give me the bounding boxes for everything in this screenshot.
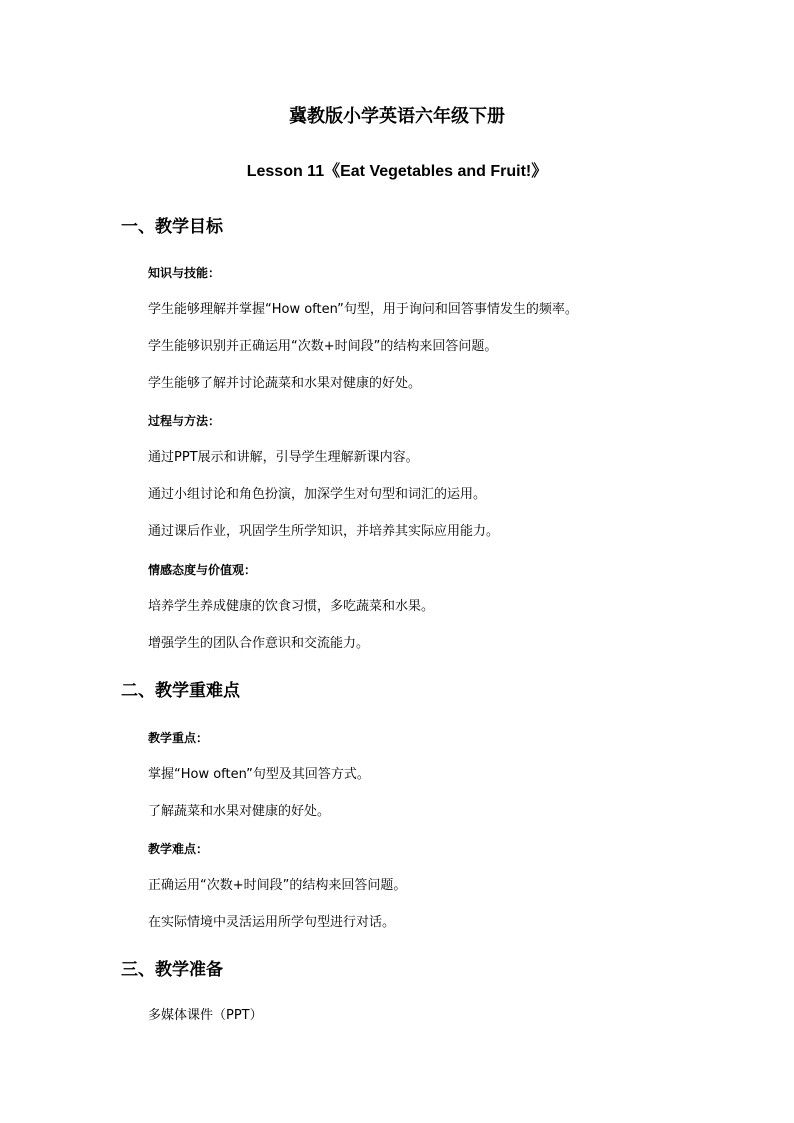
attitude-item: 培养学生养成健康的饮食习惯，多吃蔬菜和水果。 — [148, 599, 435, 614]
knowledge-item: 学生能够识别并正确运用“次数+时间段”的结构来回答问题。 — [148, 339, 498, 354]
process-item: 通过课后作业，巩固学生所学知识，并培养其实际应用能力。 — [148, 524, 500, 539]
knowledge-item: 学生能够了解并讨论蔬菜和水果对健康的好处。 — [148, 376, 422, 391]
attitude-label: 情感态度与价值观： — [148, 563, 257, 577]
attitude-item: 增强学生的团队合作意识和交流能力。 — [148, 636, 370, 651]
key-label: 教学重点： — [148, 731, 209, 745]
section-heading-keypoints: 二、教学重难点 — [121, 681, 240, 701]
document-title: 冀教版小学英语六年级下册 — [289, 106, 505, 127]
knowledge-item: 学生能够理解并掌握“How often”句型，用于询问和回答事情发生的频率。 — [148, 302, 578, 317]
knowledge-label: 知识与技能： — [148, 266, 221, 280]
key-item: 掌握“How often”句型及其回答方式。 — [148, 767, 370, 782]
process-label: 过程与方法： — [148, 414, 221, 428]
difficult-item: 在实际情境中灵活运用所学句型进行对话。 — [148, 915, 396, 930]
difficult-label: 教学难点： — [148, 842, 209, 856]
process-item: 通过小组讨论和角色扮演，加深学生对句型和词汇的运用。 — [148, 487, 487, 502]
section-heading-preparation: 三、教学准备 — [121, 960, 223, 980]
difficult-item: 正确运用“次数+时间段”的结构来回答问题。 — [148, 878, 407, 893]
preparation-item: 多媒体课件（PPT） — [148, 1008, 263, 1023]
lesson-subtitle: Lesson 11《Eat Vegetables and Fruit!》 — [246, 163, 548, 180]
key-item: 了解蔬菜和水果对健康的好处。 — [148, 804, 331, 819]
section-heading-goals: 一、教学目标 — [121, 217, 223, 237]
process-item: 通过PPT展示和讲解，引导学生理解新课内容。 — [148, 450, 419, 465]
